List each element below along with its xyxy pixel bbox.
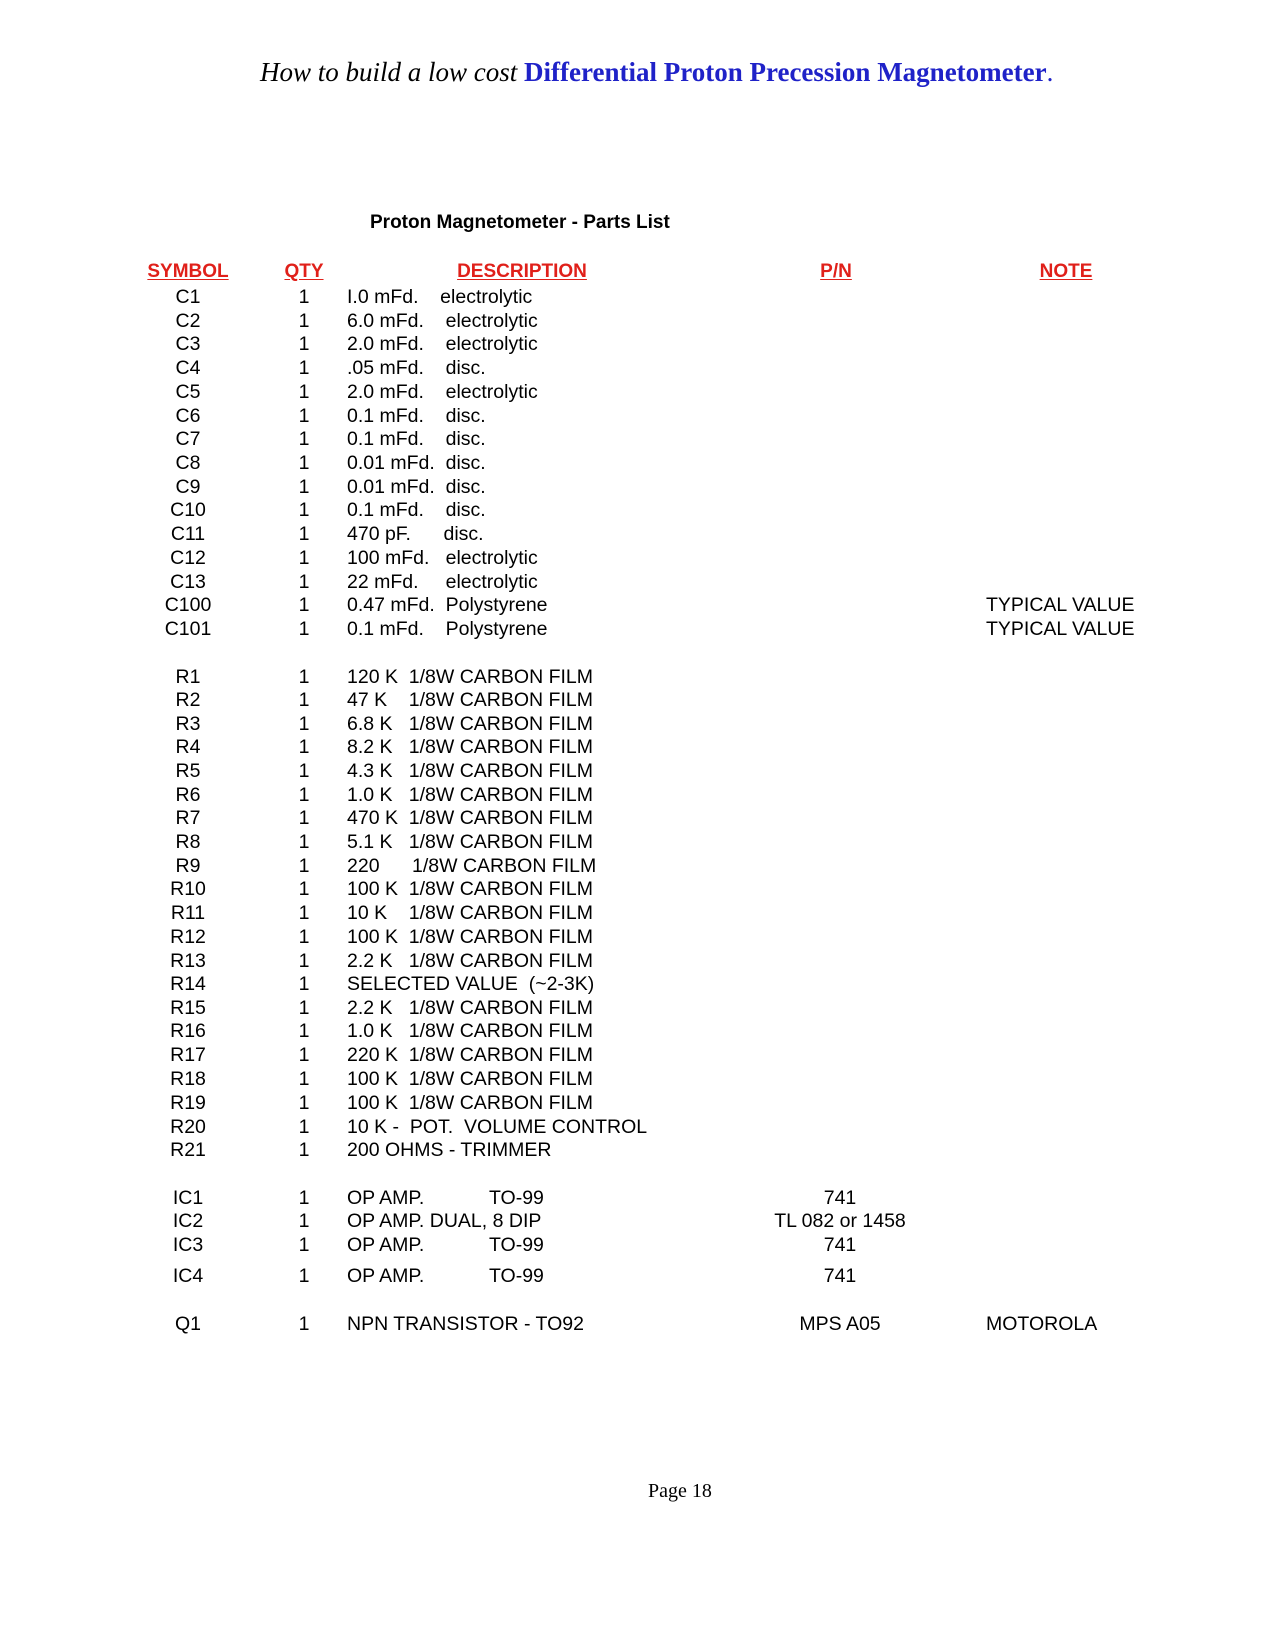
cell-qty: 1 bbox=[298, 1068, 310, 1090]
table-row bbox=[0, 760, 1275, 785]
cell-qty: 1 bbox=[298, 286, 310, 308]
cell-description: 0.1 mFd. disc. bbox=[347, 405, 486, 427]
cell-qty: 1 bbox=[298, 523, 310, 545]
cell-symbol: R17 bbox=[170, 1044, 206, 1066]
table-row bbox=[0, 1139, 1275, 1164]
cell-description: 100 K 1/8W CARBON FILM bbox=[347, 926, 593, 948]
table-row bbox=[0, 523, 1275, 548]
cell-qty: 1 bbox=[298, 357, 310, 379]
cell-qty: 1 bbox=[298, 855, 310, 877]
cell-description: 2.0 mFd. electrolytic bbox=[347, 381, 538, 403]
cell-description: .05 mFd. disc. bbox=[347, 357, 486, 379]
cell-qty: 1 bbox=[298, 594, 310, 616]
table-row bbox=[0, 666, 1275, 691]
cell-note: TYPICAL VALUE bbox=[986, 618, 1135, 640]
cell-qty: 1 bbox=[298, 1234, 310, 1256]
table-row bbox=[0, 428, 1275, 453]
table-row bbox=[0, 1187, 1275, 1212]
table-row bbox=[0, 381, 1275, 406]
cell-description: 220 1/8W CARBON FILM bbox=[347, 855, 597, 877]
cell-symbol: R3 bbox=[175, 713, 201, 735]
cell-note: MOTOROLA bbox=[986, 1313, 1098, 1335]
cell-description: OP AMP. TO-99 bbox=[347, 1187, 544, 1209]
cell-description: OP AMP. DUAL, 8 DIP bbox=[347, 1210, 542, 1232]
cell-symbol: C5 bbox=[175, 381, 201, 403]
table-row bbox=[0, 452, 1275, 477]
parts-list-title: Proton Magnetometer - Parts List bbox=[370, 212, 670, 233]
cell-qty: 1 bbox=[298, 902, 310, 924]
table-row bbox=[0, 333, 1275, 358]
cell-description: 0.01 mFd. disc. bbox=[347, 452, 486, 474]
cell-qty: 1 bbox=[298, 405, 310, 427]
cell-qty: 1 bbox=[298, 666, 310, 688]
header-punct: . bbox=[1046, 57, 1054, 87]
cell-description: 10 K - POT. VOLUME CONTROL bbox=[347, 1116, 648, 1138]
cell-description: 47 K 1/8W CARBON FILM bbox=[347, 689, 593, 711]
column-header-description: DESCRIPTION bbox=[457, 261, 587, 282]
cell-qty: 1 bbox=[298, 878, 310, 900]
table-row bbox=[0, 594, 1275, 619]
cell-symbol: C8 bbox=[175, 452, 201, 474]
cell-qty: 1 bbox=[298, 1210, 310, 1232]
cell-symbol: R12 bbox=[170, 926, 206, 948]
cell-qty: 1 bbox=[298, 997, 310, 1019]
cell-symbol: R20 bbox=[170, 1116, 206, 1138]
cell-pn: MPS A05 bbox=[799, 1313, 881, 1335]
column-header-note: NOTE bbox=[1039, 261, 1093, 282]
cell-symbol: R7 bbox=[175, 807, 201, 829]
table-row bbox=[0, 997, 1275, 1022]
cell-symbol: R5 bbox=[175, 760, 201, 782]
cell-description: 1.0 K 1/8W CARBON FILM bbox=[347, 784, 593, 806]
cell-symbol: R14 bbox=[170, 973, 206, 995]
cell-symbol: Q1 bbox=[174, 1313, 201, 1335]
cell-description: 0.47 mFd. Polystyrene bbox=[347, 594, 548, 616]
cell-symbol: R6 bbox=[175, 784, 201, 806]
cell-qty: 1 bbox=[298, 784, 310, 806]
cell-symbol: R11 bbox=[170, 902, 206, 924]
cell-description: 10 K 1/8W CARBON FILM bbox=[347, 902, 593, 924]
cell-description: 200 OHMS - TRIMMER bbox=[347, 1139, 552, 1161]
table-row bbox=[0, 286, 1275, 311]
cell-description: NPN TRANSISTOR - TO92 bbox=[347, 1313, 584, 1335]
cell-description: 8.2 K 1/8W CARBON FILM bbox=[347, 736, 593, 758]
table-row bbox=[0, 855, 1275, 880]
cell-symbol: C11 bbox=[170, 523, 206, 545]
cell-symbol: R16 bbox=[170, 1020, 206, 1042]
cell-description: 220 K 1/8W CARBON FILM bbox=[347, 1044, 593, 1066]
cell-symbol: C10 bbox=[170, 499, 206, 521]
cell-symbol: IC1 bbox=[172, 1187, 204, 1209]
cell-note: TYPICAL VALUE bbox=[986, 594, 1135, 616]
table-row bbox=[0, 310, 1275, 335]
cell-description: 0.1 mFd. disc. bbox=[347, 428, 486, 450]
cell-qty: 1 bbox=[298, 807, 310, 829]
cell-symbol: R2 bbox=[175, 689, 201, 711]
cell-qty: 1 bbox=[298, 1020, 310, 1042]
table-row bbox=[0, 807, 1275, 832]
cell-qty: 1 bbox=[298, 1265, 310, 1287]
cell-qty: 1 bbox=[298, 571, 310, 593]
table-row bbox=[0, 831, 1275, 856]
table-row bbox=[0, 547, 1275, 572]
cell-qty: 1 bbox=[298, 1187, 310, 1209]
cell-symbol: R18 bbox=[170, 1068, 206, 1090]
cell-symbol: C1 bbox=[175, 286, 201, 308]
table-row bbox=[0, 713, 1275, 738]
cell-description: 0.01 mFd. disc. bbox=[347, 476, 486, 498]
cell-symbol: C4 bbox=[175, 357, 201, 379]
cell-description: I.0 mFd. electrolytic bbox=[347, 286, 533, 308]
cell-symbol: C3 bbox=[175, 333, 201, 355]
cell-qty: 1 bbox=[298, 428, 310, 450]
column-header-qty: QTY bbox=[284, 261, 324, 282]
cell-description: 4.3 K 1/8W CARBON FILM bbox=[347, 760, 593, 782]
table-row bbox=[0, 1234, 1275, 1259]
column-header-pn: P/N bbox=[820, 261, 852, 282]
cell-symbol: R9 bbox=[175, 855, 201, 877]
cell-qty: 1 bbox=[298, 1139, 310, 1161]
cell-qty: 1 bbox=[298, 760, 310, 782]
header-title: Differential Proton Precession Magnetometer bbox=[524, 57, 1047, 87]
cell-description: 6.0 mFd. electrolytic bbox=[347, 310, 538, 332]
cell-description: OP AMP. TO-99 bbox=[347, 1234, 544, 1256]
cell-pn: 741 bbox=[823, 1234, 857, 1256]
cell-description: 2.0 mFd. electrolytic bbox=[347, 333, 538, 355]
cell-qty: 1 bbox=[298, 950, 310, 972]
cell-symbol: C9 bbox=[175, 476, 201, 498]
table-row bbox=[0, 973, 1275, 998]
cell-description: 100 mFd. electrolytic bbox=[347, 547, 538, 569]
cell-qty: 1 bbox=[298, 1092, 310, 1114]
cell-description: 120 K 1/8W CARBON FILM bbox=[347, 666, 593, 688]
cell-qty: 1 bbox=[298, 973, 310, 995]
cell-symbol: R15 bbox=[170, 997, 206, 1019]
table-row bbox=[0, 1092, 1275, 1117]
cell-symbol: IC3 bbox=[172, 1234, 204, 1256]
cell-description: 0.1 mFd. disc. bbox=[347, 499, 486, 521]
table-row bbox=[0, 476, 1275, 501]
cell-description: 470 K 1/8W CARBON FILM bbox=[347, 807, 593, 829]
cell-description: 2.2 K 1/8W CARBON FILM bbox=[347, 950, 593, 972]
cell-pn: 741 bbox=[823, 1265, 857, 1287]
cell-description: 100 K 1/8W CARBON FILM bbox=[347, 878, 593, 900]
cell-description: 0.1 mFd. Polystyrene bbox=[347, 618, 548, 640]
cell-qty: 1 bbox=[298, 1116, 310, 1138]
cell-qty: 1 bbox=[298, 310, 310, 332]
table-row bbox=[0, 902, 1275, 927]
cell-symbol: R21 bbox=[170, 1139, 206, 1161]
cell-symbol: C101 bbox=[164, 618, 212, 640]
cell-symbol: IC4 bbox=[172, 1265, 204, 1287]
table-row bbox=[0, 405, 1275, 430]
cell-pn: 741 bbox=[823, 1187, 857, 1209]
cell-description: 5.1 K 1/8W CARBON FILM bbox=[347, 831, 593, 853]
document-header bbox=[260, 57, 1160, 88]
table-row bbox=[0, 1116, 1275, 1141]
table-row bbox=[0, 1020, 1275, 1045]
cell-symbol: C100 bbox=[164, 594, 212, 616]
cell-qty: 1 bbox=[298, 618, 310, 640]
cell-description: 22 mFd. electrolytic bbox=[347, 571, 538, 593]
cell-qty: 1 bbox=[298, 333, 310, 355]
cell-qty: 1 bbox=[298, 926, 310, 948]
cell-description: 2.2 K 1/8W CARBON FILM bbox=[347, 997, 593, 1019]
cell-description: OP AMP. TO-99 bbox=[347, 1265, 544, 1287]
cell-symbol: R19 bbox=[170, 1092, 206, 1114]
cell-symbol: IC2 bbox=[172, 1210, 204, 1232]
table-row bbox=[0, 878, 1275, 903]
cell-symbol: C13 bbox=[170, 571, 206, 593]
cell-qty: 1 bbox=[298, 689, 310, 711]
cell-qty: 1 bbox=[298, 547, 310, 569]
table-row bbox=[0, 1313, 1275, 1338]
cell-symbol: C7 bbox=[175, 428, 201, 450]
table-row bbox=[0, 784, 1275, 809]
cell-description: 6.8 K 1/8W CARBON FILM bbox=[347, 713, 593, 735]
cell-pn: TL 082 or 1458 bbox=[774, 1210, 906, 1232]
cell-description: SELECTED VALUE (~2-3K) bbox=[347, 973, 595, 995]
cell-qty: 1 bbox=[298, 831, 310, 853]
table-row bbox=[0, 950, 1275, 975]
cell-qty: 1 bbox=[298, 499, 310, 521]
table-row bbox=[0, 689, 1275, 714]
cell-description: 470 pF. disc. bbox=[347, 523, 484, 545]
cell-qty: 1 bbox=[298, 713, 310, 735]
table-row bbox=[0, 1044, 1275, 1069]
table-row bbox=[0, 571, 1275, 596]
cell-qty: 1 bbox=[298, 476, 310, 498]
cell-qty: 1 bbox=[298, 452, 310, 474]
cell-qty: 1 bbox=[298, 381, 310, 403]
cell-description: 1.0 K 1/8W CARBON FILM bbox=[347, 1020, 593, 1042]
cell-qty: 1 bbox=[298, 736, 310, 758]
column-header-symbol: SYMBOL bbox=[147, 261, 229, 282]
cell-symbol: R1 bbox=[175, 666, 201, 688]
table-row bbox=[0, 618, 1275, 643]
cell-description: 100 K 1/8W CARBON FILM bbox=[347, 1068, 593, 1090]
table-row bbox=[0, 1210, 1275, 1235]
cell-symbol: C2 bbox=[175, 310, 201, 332]
cell-symbol: R8 bbox=[175, 831, 201, 853]
header-lead: How to build a low cost bbox=[260, 57, 518, 87]
table-row bbox=[0, 357, 1275, 382]
table-row bbox=[0, 1265, 1275, 1290]
cell-qty: 1 bbox=[298, 1313, 310, 1335]
table-row bbox=[0, 736, 1275, 761]
table-row bbox=[0, 926, 1275, 951]
table-row bbox=[0, 499, 1275, 524]
cell-symbol: R4 bbox=[175, 736, 201, 758]
page-number: Page 18 bbox=[648, 1480, 712, 1502]
table-row bbox=[0, 1068, 1275, 1093]
cell-description: 100 K 1/8W CARBON FILM bbox=[347, 1092, 593, 1114]
cell-symbol: C12 bbox=[170, 547, 206, 569]
cell-symbol: R10 bbox=[170, 878, 206, 900]
cell-symbol: C6 bbox=[175, 405, 201, 427]
cell-symbol: R13 bbox=[170, 950, 206, 972]
cell-qty: 1 bbox=[298, 1044, 310, 1066]
